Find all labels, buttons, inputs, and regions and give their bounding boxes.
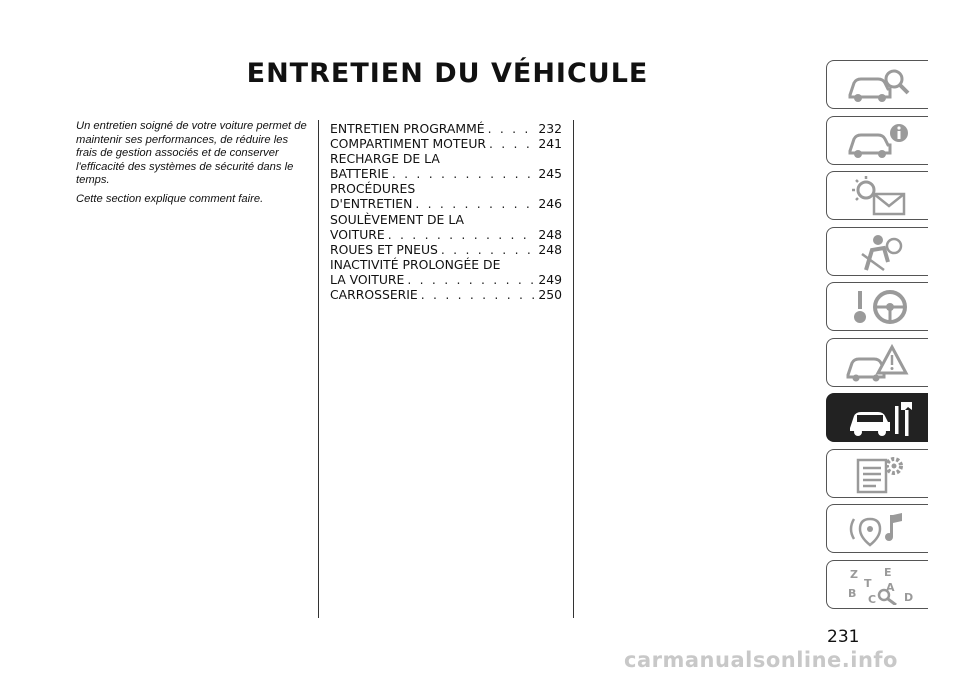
- toc-dot-leader: [392, 166, 535, 181]
- column-divider: [573, 120, 574, 618]
- toc-entry[interactable]: [330, 136, 562, 151]
- toc-entry-title-start: RECHARGE DE LA: [330, 151, 440, 167]
- toc-dot-leader: [407, 272, 535, 287]
- section-tab[interactable]: [826, 171, 928, 220]
- toc-entry[interactable]: [330, 181, 562, 211]
- toc-entry[interactable]: [330, 212, 562, 242]
- toc-entry-title: ENTRETIEN PROGRAMMÉ: [330, 121, 485, 136]
- watermark: carmanualsonline.info: [624, 648, 898, 672]
- toc-page-number: 248: [538, 241, 562, 257]
- index-letters-icon: [839, 565, 919, 605]
- toc-page-number: 246: [538, 196, 562, 212]
- svg-text:A: A: [886, 580, 895, 594]
- toc-entry-title-start: SOULÈVEMENT DE LA: [330, 211, 464, 227]
- toc-entry-title-start: PROCÉDURES: [330, 181, 416, 197]
- multimedia-icon: [839, 509, 919, 549]
- section-tab[interactable]: [826, 227, 928, 276]
- toc-entry[interactable]: [330, 121, 562, 136]
- car-wrench-icon: [839, 398, 919, 438]
- toc-dot-leader: [441, 242, 535, 257]
- toc-dot-leader: [421, 287, 536, 302]
- svg-text:Z: Z: [850, 567, 858, 581]
- toc-entry-title: ROUES ET PNEUS: [330, 241, 438, 257]
- toc-entry-title: BATTERIE: [330, 166, 389, 182]
- key-steering-wheel-icon: [839, 287, 919, 327]
- warning-light-message-icon: [839, 176, 919, 216]
- toc-dot-leader: [488, 121, 536, 136]
- svg-text:E: E: [884, 565, 892, 579]
- section-tab[interactable]: [826, 338, 928, 387]
- specs-gear-icon: [839, 454, 919, 494]
- section-tab[interactable]: [826, 449, 928, 498]
- airbag-person-icon: [839, 232, 919, 272]
- svg-text:D: D: [904, 590, 914, 604]
- section-tab[interactable]: [826, 60, 928, 109]
- svg-text:B: B: [848, 586, 857, 600]
- toc-entry[interactable]: [330, 151, 562, 181]
- section-tab[interactable]: [826, 282, 928, 331]
- intro-paragraph: Cette section explique comment faire.: [76, 192, 264, 205]
- toc-entry-title: COMPARTIMENT MOTEUR: [330, 136, 486, 152]
- toc-dot-leader: [489, 136, 535, 151]
- page-title: ENTRETIEN DU VÉHICULE: [246, 58, 649, 89]
- section-tab[interactable]: [826, 560, 928, 609]
- section-tab[interactable]: [826, 504, 928, 553]
- toc-entry-title-start: INACTIVITÉ PROLONGÉE DE: [330, 256, 501, 272]
- toc-entry[interactable]: [330, 257, 562, 287]
- svg-text:C: C: [868, 592, 877, 605]
- intro-text: [76, 120, 308, 211]
- toc-dot-leader: [415, 196, 535, 211]
- toc-entry[interactable]: [330, 287, 562, 302]
- toc-entry-title: LA VOITURE: [330, 271, 405, 287]
- toc-page-number: 250: [538, 287, 562, 303]
- toc-page-number: 249: [538, 271, 562, 287]
- toc-dot-leader: [388, 227, 536, 242]
- section-tab[interactable]: [826, 116, 928, 165]
- toc-page-number: 248: [538, 226, 562, 242]
- toc-page-number: 245: [538, 166, 562, 182]
- section-tab[interactable]: [826, 393, 928, 442]
- toc-entry-title: D'ENTRETIEN: [330, 196, 413, 212]
- intro-paragraph: Un entretien soigné de votre voiture permet de maintenir ses performances, de réduire les frais de gestion associés et de conserver l'efficacité des systèmes de sécurité dans le temps.: [76, 120, 307, 186]
- toc-entry-title: CARROSSERIE: [330, 287, 418, 303]
- car-hazard-icon: [839, 343, 919, 383]
- svg-text:T: T: [864, 576, 872, 590]
- car-search-icon: [839, 65, 919, 105]
- toc-entry[interactable]: [330, 242, 562, 257]
- toc-page-number: 232: [538, 121, 562, 136]
- toc-entry-title: VOITURE: [330, 226, 385, 242]
- page-number: 231: [827, 627, 860, 647]
- car-info-icon: [839, 121, 919, 161]
- toc-page-number: 241: [538, 136, 562, 152]
- column-divider: [318, 120, 319, 618]
- table-of-contents: [330, 121, 562, 302]
